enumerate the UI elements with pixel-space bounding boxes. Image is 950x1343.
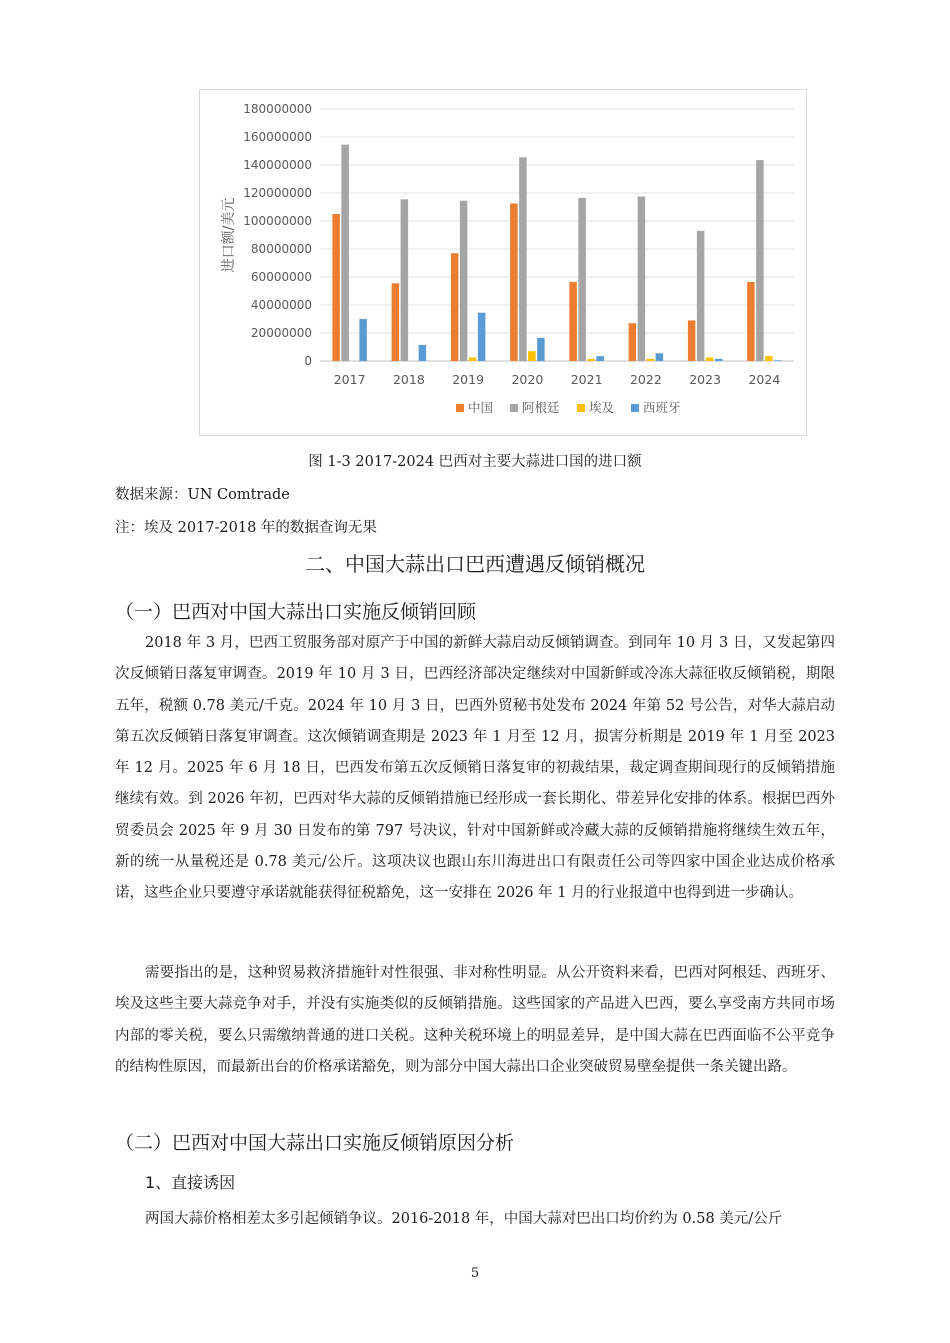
x-tick-label: 2019 <box>452 372 485 387</box>
paragraph-3: 两国大蒜价格相差太多引起倾销争议。2016-2018 年，中国大蒜对巴出口均价约为 0.58 美元/公斤 <box>145 1211 783 1227</box>
bar <box>359 319 367 361</box>
legend-label: 埃及 <box>589 400 615 415</box>
legend-swatch <box>577 404 585 412</box>
bar <box>697 231 705 361</box>
bar <box>341 145 349 361</box>
bar <box>392 283 400 361</box>
bar-chart <box>200 90 806 435</box>
subsection-title-1: （一）巴西对中国大蒜出口实施反倾销回顾 <box>115 601 477 623</box>
import-chart <box>199 89 807 436</box>
bar <box>656 353 664 361</box>
y-axis-label: 进口额/美元 <box>221 197 237 273</box>
source-note: 数据来源：UN Comtrade <box>115 487 290 503</box>
subsection-title-2: （二）巴西对中国大蒜出口实施反倾销原因分析 <box>115 1132 515 1154</box>
bar <box>528 351 536 361</box>
legend-label: 中国 <box>468 400 494 415</box>
y-tick-label: 0 <box>304 354 312 368</box>
x-tick-label: 2021 <box>570 372 603 387</box>
y-tick-label: 100000000 <box>243 214 312 228</box>
bar <box>596 356 604 361</box>
bar <box>519 157 527 361</box>
legend-swatch <box>456 404 464 412</box>
bar <box>510 204 518 362</box>
bar <box>587 359 595 361</box>
bar <box>460 201 468 361</box>
x-tick-label: 2023 <box>689 372 722 387</box>
y-tick-label: 80000000 <box>250 242 312 256</box>
bar <box>629 323 637 361</box>
bar <box>647 359 655 361</box>
y-tick-label: 140000000 <box>243 158 312 172</box>
bar <box>756 160 764 361</box>
legend-label: 阿根廷 <box>522 400 560 415</box>
legend-label: 西班牙 <box>643 400 681 415</box>
bar <box>765 356 773 361</box>
page-number: 5 <box>470 1266 480 1281</box>
x-tick-label: 2018 <box>392 372 425 387</box>
sub-subsection-title: 1、直接诱因 <box>145 1173 236 1192</box>
bar <box>537 338 545 361</box>
bar <box>401 199 409 361</box>
bar <box>419 345 427 361</box>
legend-swatch <box>510 404 518 412</box>
bar <box>332 214 340 361</box>
bar <box>747 282 755 361</box>
bar <box>451 253 459 361</box>
x-tick-label: 2020 <box>511 372 544 387</box>
y-tick-label: 160000000 <box>243 130 312 144</box>
y-tick-label: 120000000 <box>243 186 312 200</box>
bar <box>569 282 577 361</box>
y-tick-label: 20000000 <box>250 326 312 340</box>
x-tick-label: 2022 <box>629 372 662 387</box>
section-title: 二、中国大蒜出口巴西遭遇反倾销概况 <box>305 552 645 576</box>
bar <box>638 197 646 362</box>
bar <box>578 198 586 361</box>
bar <box>774 360 782 361</box>
legend-swatch <box>631 404 639 412</box>
x-tick-label: 2017 <box>333 372 366 387</box>
bar <box>478 313 486 361</box>
figure-caption: 图 1-3 2017-2024 巴西对主要大蒜进口国的进口额 <box>308 454 642 470</box>
x-tick-label: 2024 <box>748 372 781 387</box>
y-tick-label: 40000000 <box>250 298 312 312</box>
bar <box>706 358 714 362</box>
y-tick-label: 60000000 <box>250 270 312 284</box>
y-tick-label: 180000000 <box>243 102 312 116</box>
chart-note: 注：埃及 2017-2018 年的数据查询无果 <box>115 520 377 536</box>
bar <box>469 358 477 362</box>
bar <box>688 320 696 361</box>
bar <box>715 359 723 361</box>
paragraph-1: 2018 年 3 月，巴西工贸服务部对原产于中国的新鲜大蒜启动反倾销调查。到同年 10 月 3 日，又发起第四次反倾销日落复审调查。2019 年 10 月 3 日，巴西经济部决定继续对中国新鲜或冷冻大蒜征收反倾销税，期限五年，税额 0.78 美元/千克。2024 年 10 月 3 日，巴西外贸秘书处发布 2024 年第 52 号公告，对华大蒜启动第五次反倾销日落复审调查。这次倾销调查期是 2023 年 1 月至 12 月，损害分析期是 2019 年 1 月至 2023 年 12 月。2025 年 6 月 18 日，巴西发布第五次反倾销日落复审的初裁结果，裁定调查期间现行的反倾销措施继续有效。到 2026 年初，巴西对华大蒜的反倾销措施已经形成一套长期化、带差异化安排的体系。根据巴西外贸委员会 2025 年 9 月 30 日发布的第 797 号决议，针对中国新鲜或冷藏大蒜的反倾销措施将继续生效五年，新的统一从量税还是 0.78 美元/公斤。这项决议也跟山东川海进出口有限责任公司等四家中国企业达成价格承诺，这些企业只要遵守承诺就能获得征税豁免，这一安排在 2026 年 1 月的行业报道中也得到进一步确认。 <box>115 635 835 902</box>
paragraph-2: 需要指出的是，这种贸易救济措施针对性很强、非对称性明显。从公开资料来看，巴西对阿根廷、西班牙、埃及这些主要大蒜竞争对手，并没有实施类似的反倾销措施。这些国家的产品进入巴西，要么享受南方共同市场内部的零关税，要么只需缴纳普通的进口关税。这种关税环境上的明显差异，是中国大蒜在巴西面临不公平竞争的结构性原因，而最新出台的价格承诺豁免，则为部分中国大蒜出口企业突破贸易壁垒提供一条关键出路。 <box>115 965 835 1075</box>
